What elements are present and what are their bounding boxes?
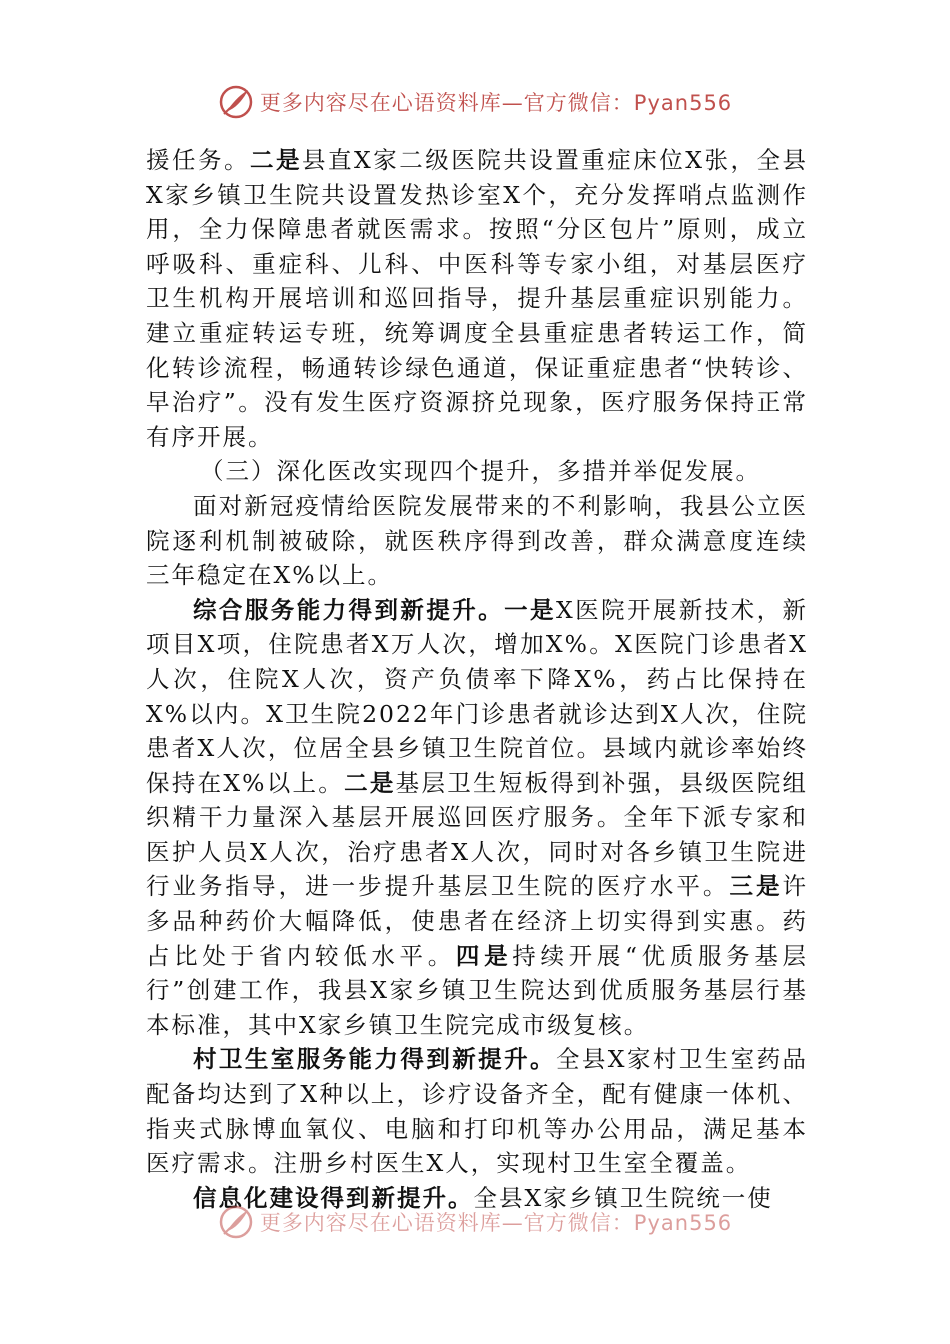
text-run: 全县X家村卫生室药品配备均达到了X种以上，诊疗设备齐全，配有健康一体机、指夹式脉博血氧仪、电脑和打印机等办公用品，满足基本医疗需求。注册乡村医生X人，实现村卫生室全覆盖。 bbox=[146, 1045, 808, 1178]
paragraph-4 bbox=[146, 1042, 808, 1180]
quill-logo-icon bbox=[218, 1204, 254, 1240]
watermark-text: 更多内容尽在心语资料库—官方微信：Pyan556 bbox=[259, 1211, 733, 1235]
text-run: 持续开展“优质服务基层行”创建工作，我县X家乡镇卫生院达到优质服务基层行基本标准，其中X家乡镇卫生院完成市级复核。 bbox=[146, 941, 808, 1039]
paragraph-3 bbox=[146, 593, 808, 1043]
bold-run: 二是 bbox=[250, 146, 303, 174]
section-heading: （三）深化医改实现四个提升，多措并举促发展。 bbox=[200, 457, 762, 486]
text-run: X医院开展新技术，新项目X项，住院患者X万人次，增加X%。X医院门诊患者X人次，住院X人次，资产负债率下降X%，药占比保持在X%以内。X卫生院2022年门诊患者就诊达到X人次，住院患者X人次，位居全县乡镇卫生院首位。县域内就诊率始终保持在X%以上。 bbox=[146, 595, 808, 797]
watermark-header bbox=[0, 82, 950, 122]
watermark-text: 更多内容尽在心语资料库—官方微信：Pyan556 bbox=[259, 91, 733, 115]
bold-run: 村卫生室服务能力得到新提升。 bbox=[193, 1045, 556, 1074]
text-run: 全县X家乡镇卫生院统一使 bbox=[473, 1183, 773, 1209]
document-body bbox=[146, 143, 808, 1209]
paragraph-1 bbox=[146, 143, 808, 454]
bold-run: 综合服务能力得到新提升。一是 bbox=[193, 595, 556, 624]
text-run: 基层卫生短板得到补强，县级医院组织精干力量深入基层开展巡回医疗服务。全年下派专家和医护人员X人次，治疗患者X人次，同时对各乡镇卫生院进行业务指导，进一步提升基层卫生院的医疗水平。 bbox=[146, 768, 808, 901]
text-run: 许多品种药价大幅降低，使患者在经济上切实得到实惠。药占比处于省内较低水平。 bbox=[146, 872, 808, 970]
bold-run: 三是 bbox=[729, 872, 783, 901]
bold-run: 二是 bbox=[344, 768, 396, 797]
paragraph-2: 面对新冠疫情给医院发展带来的不利影响，我县公立医院逐利机制被破除，就医秩序得到改善，群众满意度连续三年稳定在X%以上。 bbox=[146, 491, 808, 590]
watermark-footer bbox=[0, 1202, 950, 1242]
text-run: 县直X家二级医院共设置重症床位X张，全县X家乡镇卫生院共设置发热诊室X个，充分发挥哨点监测作用，全力保障患者就医需求。按照“分区包片”原则，成立呼吸科、重症科、儿科、中医科等专家小组，对基层医疗卫生机构开展培训和巡回指导，提升基层重症识别能力。建立重症转运专班，统筹调度全县重症患者转运工作，简化转诊流程，畅通转诊绿色通道，保证重症患者“快转诊、早治疗”。没有发生医疗资源挤兑现象，医疗服务保持正常有序开展。 bbox=[146, 146, 808, 451]
bold-run: 四是 bbox=[455, 941, 513, 970]
bold-run: 信息化建设得到新提升。 bbox=[193, 1183, 474, 1209]
quill-logo-icon bbox=[218, 84, 254, 120]
text-run: 援任务。 bbox=[146, 146, 251, 174]
